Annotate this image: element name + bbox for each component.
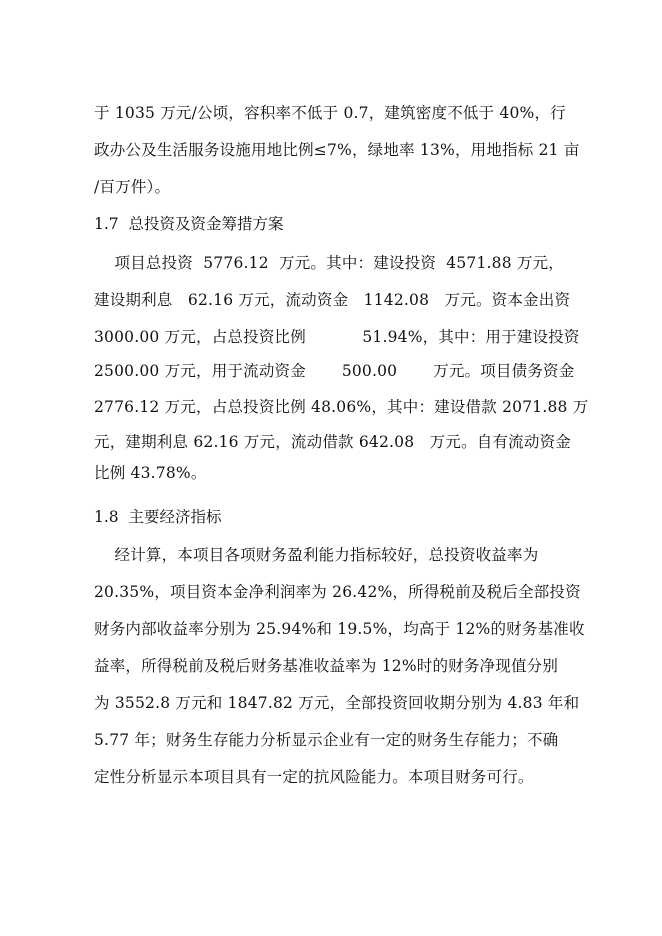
paragraph-line: 经计算，本项目各项财务盈利能力指标较好，总投资收益率为 — [94, 546, 539, 564]
section-heading-1-7: 1.7 总投资及资金筹措方案 — [94, 215, 284, 233]
paragraph-line: 于 1035 万元/公顷，容积率不低于 0.7，建筑密度不低于 40%，行 — [94, 104, 566, 122]
paragraph-line: 2776.12 万元，占总投资比例 48.06%，其中：建设借款 2071.88 万 — [94, 398, 589, 416]
paragraph-line: 项目总投资 5776.12 万元。其中：建设投资 4571.88 万元， — [94, 254, 564, 272]
paragraph-line: 比例 43.78%。 — [94, 464, 207, 482]
paragraph-line: 建设期利息 62.16 万元，流动资金 1142.08 万元。资本金出资 — [94, 291, 571, 309]
paragraph-line: 益率，所得税前及税后财务基准收益率为 12%时的财务净现值分别 — [94, 657, 559, 675]
paragraph-line: 5.77 年；财务生存能力分析显示企业有一定的财务生存能力；不确 — [94, 731, 559, 749]
paragraph-line: /百万件）。 — [94, 178, 171, 196]
paragraph-line: 定性分析显示本项目具有一定的抗风险能力。本项目财务可行。 — [94, 768, 534, 786]
paragraph-line: 政办公及生活服务设施用地比例≤7%，绿地率 13%，用地指标 21 亩 — [94, 141, 580, 159]
paragraph-line: 元，建期利息 62.16 万元，流动借款 642.08 万元。自有流动资金 — [94, 433, 571, 451]
section-heading-1-8: 1.8 主要经济指标 — [94, 508, 222, 526]
paragraph-line: 3000.00 万元，占总投资比例 51.94%，其中：用于建设投资 — [94, 328, 580, 346]
paragraph-line: 20.35%，项目资本金净利润率为 26.42%，所得税前及税后全部投资 — [94, 583, 581, 601]
paragraph-line: 2500.00 万元，用于流动资金 500.00 万元。项目债务资金 — [94, 362, 575, 380]
paragraph-line: 财务内部收益率分别为 25.94%和 19.5%，均高于 12%的财务基准收 — [94, 620, 585, 638]
paragraph-line: 为 3552.8 万元和 1847.82 万元，全部投资回收期分别为 4.83 年和 — [94, 694, 580, 712]
